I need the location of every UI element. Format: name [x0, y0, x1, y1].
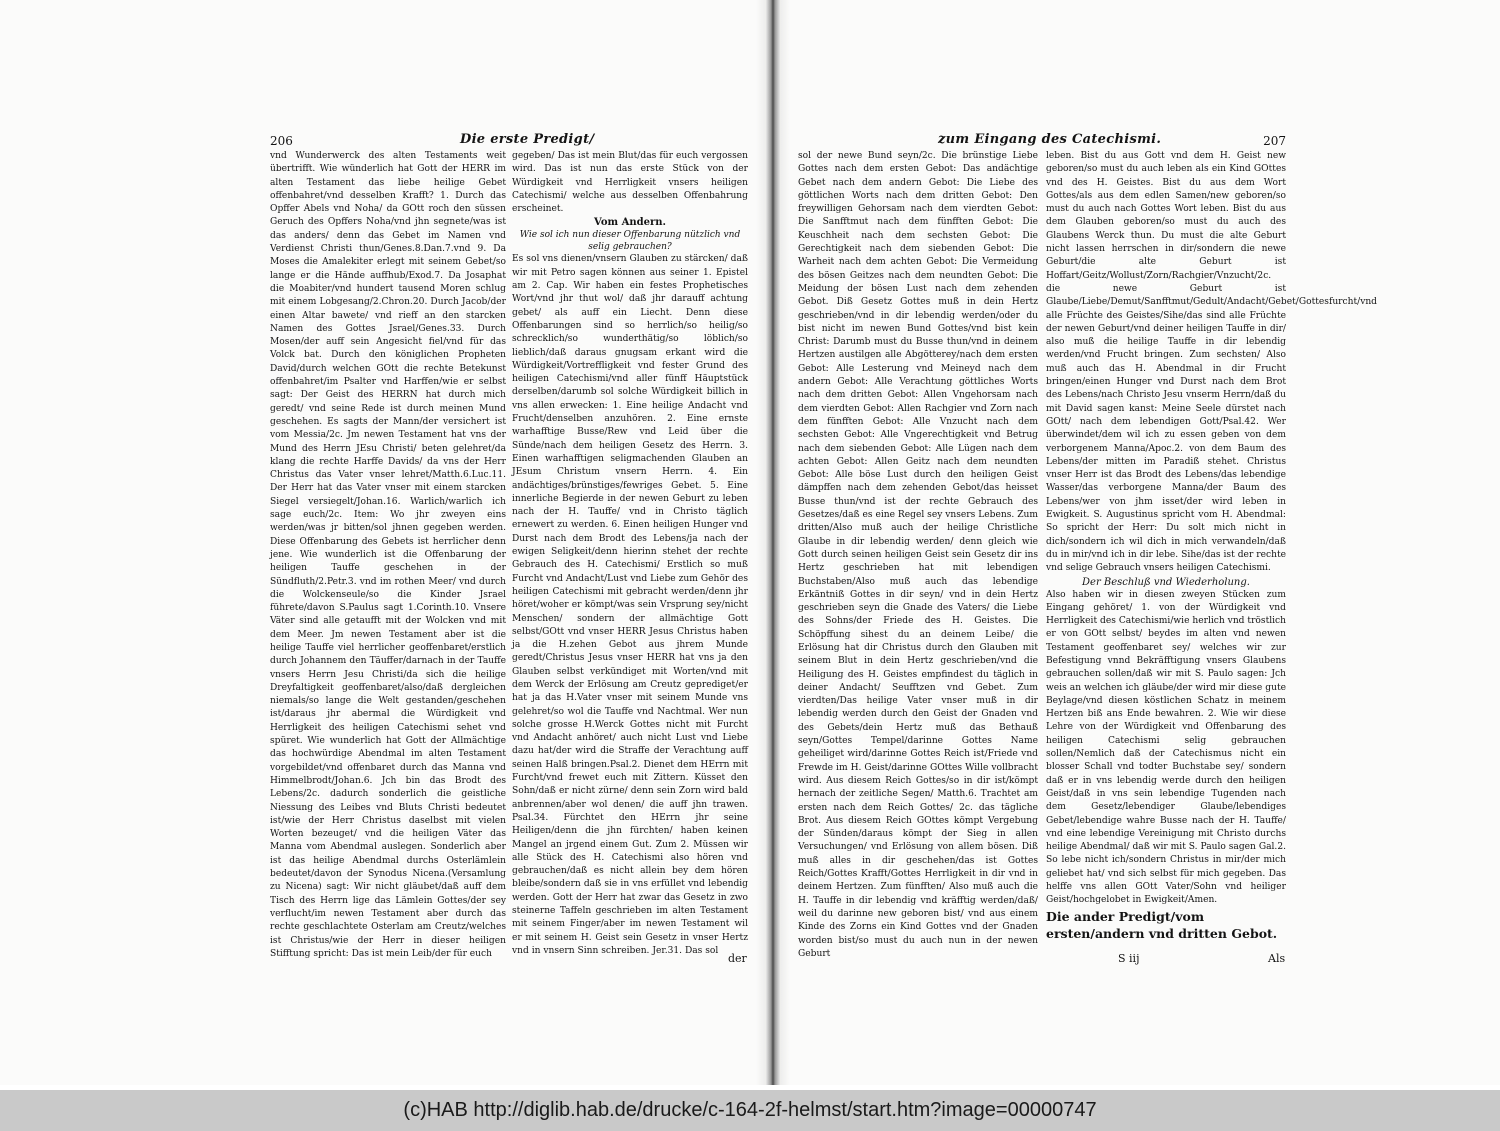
right-column-1 — [798, 150, 1038, 959]
left-catchword: der — [728, 952, 747, 965]
right-running-title: zum Eingang des Catechismi. — [938, 132, 1162, 147]
right-col2-heading: Der Beschluß vnd Wiederholung. — [1082, 576, 1250, 588]
footer-credit-link[interactable]: (c)HAB http://diglib.hab.de/drucke/c-164-2f-helmst/start.htm?image=00000747 — [403, 1099, 1097, 1121]
left-col2-top: gegeben/ Das ist mein Blut/das für euch vergossen wird. Das ist nun das erste Stück von der Würdigkeit vnd Herrligkeit vnsers heiligen Catechismi/ welche aus desselben Offenbahrung erscheinet. — [512, 151, 748, 215]
right-col2-conclusion: Also haben wir in diesen zweyen Stücken zum Eingang gehöret/ 1. von der Würdigkeit vnd Herrligkeit des Catechismi/wie herlich vnd tröstlich er von GOtt selbst/ beydes im alten vnd newen Testament geoffenbaret sey/ welches wir zur Befestigung vnnd Bekräfftigung vnsers Glaubens gebrauchen sollen/daß wir mit S. Paulo sagen: Jch weis an welchen ich gläube/der wird mir diese gute Beylage/vnd diesen köstlichen Schatz in meinem Hertzen biß ans Ende bewahren. 2. Wie wir diese Lehre von der Würdigkeit vnd Offenbarung des heiligen Catechismi selig gebrauchen sollen/Nemlich daß der Catechismus nicht ein blosser Schall vnd todter Buchstabe sey/ sondern daß er in vns lebendig werde durch den heiligen Geist/daß in vns sein lebendige Tugenden nach dem Gesetz/lebendiger Glaube/lebendiges Gebet/lebendige wahre Busse nach der H. Tauffe/ vnd eine lebendige Vereinigung mit Christo durchs heilige Abendmal/ daß wir mit S. Paulo sagen Gal.2. So lebe nicht ich/sondern Christus in mir/der mich geliebet hat/ vnd sich selbst für mich gegeben. Das helffe vns allen GOtt Vater/Sohn vnd heiliger Geist/hochgelobet in Ewigkeit/Amen. — [1046, 589, 1286, 906]
right-page — [798, 132, 1378, 965]
left-running-head — [270, 132, 748, 150]
right-col2-body: leben. Bist du aus Gott vnd dem H. Geist new geboren/so must du auch leben als ein Kind GOttes vnd des H. Geistes. Bist du aus dem Wort Gottes/als aus dem edlen Samen/new geboren/so must du auch nach Gottes Wort leben. Bist du aus dem Glauben geboren/so must du auch des Glaubens Werck thun. Du must die alte Geburt nicht lassen herrschen in dir/sondern die newe Geburt/die alte Geburt ist Hoffart/Geitz/Wollust/Zorn/Rachgier/Vnzucht/2c. die newe Geburt ist Glaube/Liebe/Demut/Sanfftmut/Gedult/Andacht/Gebet/Gottesfurcht/vnd alle Früchte des Geistes/Sihe/das sind alle Früchte der newen Geburt/vnd deiner heiligen Tauffe in dir/ also muß die heilige Tauffe in dir lebendig werden/vnd Frucht bringen. Zum sechsten/ Also muß auch das H. Abendmal in dir Frucht bringen/einen Hunger vnd Durst nach dem Brot des Lebens/nach Christo Jesu vnserm Herrn/daß du mit David sagen kanst: Meine Seele dürstet nach GOtt/ nach dem lebendigen Gott/Psal.42. Wer überwindet/dem wil ich zu essen geben von dem verborgenem Manna/Apoc.2. von dem Baum des Lebens/der mitten im Paradiß stehet. Christus vnser Herr ist das Brodt des Lebens/das lebendige Wasser/das verborgene Manna/der Baum des Lebens/wer von jhm isset/der wird leben in Ewigkeit. S. Augustinus spricht vom H. Abendmal: So spricht der Herr: Du solt mich nicht in dich/sondern ich wil dich in mich verwandeln/daß du in mir/vnd ich in dir lebe. Sihe/das ist der rechte vnd selige Gebrauch vnsers heiligen Catechismi. — [1046, 151, 1378, 574]
right-page-number: 207 — [1263, 134, 1286, 148]
right-catchword: Als — [1268, 952, 1286, 965]
footer-credit-bar — [0, 1090, 1500, 1131]
next-sermon-title: Die ander Predigt/vom ersten/andern vnd dritten Gebot. — [1046, 908, 1278, 941]
right-col1-text: sol der newe Bund seyn/2c. Die brünstige Liebe Gottes nach dem ersten Gebot: Das andächtige Gebet nach dem andern Gebot: Die Liebe des göttlichen Worts nach dem dritten Gebot: Den freywilligen Gehorsam nach dem vierdten Gebot: Die Sanfftmut nach dem fünfften Gebot: Die Keuschheit nach dem sechsten Gebot: Die Gerechtigkeit nach dem siebenden Gebot: Die Warheit nach dem achten Gebot: Die Vermeidung des bösen Geitzes nach dem neundten Gebot: Die Meidung der bösen Lust nach dem zehenden Gebot. Diß Gesetz Gottes muß in dein Hertz geschrieben/vnd in dir lebendig werden/oder du bist nicht im newen Bund Gottes/vnd bist kein Christ: Darumb must du Busse thun/vnd in deinem Hertzen austilgen alle Abgötterey/nach dem ersten Gebot: Alle Lesterung vnd Meineyd nach dem andern Gebot: Alle Verachtung göttliches Worts nach dem dritten Gebot: Allen Vngehorsam nach dem vierdten Gebot: Allen Rachgier vnd Zorn nach dem fünfften Gebot: Alle Vnzucht nach dem sechsten Gebot: Alle Vngerechtigkeit vnd Betrug nach dem siebenden Gebot: Alle Lügen nach dem achten Gebot: Allen Geitz nach dem neundten Gebot: Alle böse Lust durch den heiligen Geist dämpffen nach dem zehenden Gebot/das heisset Busse thun/vnd ist der rechte Gebrauch des Gesetzes/daß es eine Regel sey vnsers Lebens. Zum dritten/Also muß auch der heilige Christliche Glaube in dir lebendig werden/ denn gleich wie Gott durch seinen heiligen Geist sein Gesetz dir ins Hertz geschrieben hat mit lebendigen Buchstaben/Also muß auch das lebendige Erkäntniß Gottes in dir seyn/ vnd in dein Hertz geschrieben seyn die Gnade des Vaters/ die Liebe des Sohns/der Friede des H. Geistes. Die Schöpffung sihest du an deinem Leibe/ die Erlösung hat dir Christus durch den Glauben mit seinem Blut in dein Hertz geschrieben/vnd die Heiligung des H. Geistes empfindest du täglich in deiner Andacht/ Seufftzen vnd Gebet. Zum vierdten/Das heilige Vater vnser muß in dir lebendig werden durch den Geist der Gnaden vnd des Gebets/dein Hertz muß das Bethauß seyn/Gottes Tempel/darinne Gottes Name geheiliget wird/darinne Gottes Reich ist/Friede vnd Frewde im H. Geist/darinne GOttes Wille vollbracht wird. Aus diesem Reich Gottes/so in dir ist/kömpt hernach der zeitliche Segen/ Matth.6. Trachtet am ersten nach dem Reich Gottes/ 2c. das tägliche Brot. Aus diesem Reich GOttes kömpt Vergebung der Sünden/daraus kömpt der Sieg in allen Versuchungen/ vnd Erlösung von allem bösen. Diß muß alles in dir geschehen/das ist Gottes Reich/Gottes Krafft/Gottes Herrligkeit in dir vnd in deinem Hertzen. Zum fünfften/ Also muß auch die H. Tauffe in dir lebendig vnd kräfftig werden/daß/ weil du darinne new geboren bist/ vnd aus einem Kinde des Zorns ein Kind Gottes vnd der Gnaden worden bist/so must du auch nun in der newen Geburt — [798, 151, 1038, 959]
left-column-2 — [512, 150, 748, 956]
left-col2-heading: Vom Andern. — [594, 217, 666, 229]
left-column-1 — [270, 150, 506, 959]
left-col2-body: Es sol vns dienen/vnsern Glauben zu stärcken/ daß wir mit Petro sagen können aus seiner 1. Epistel am 2. Cap. Wir haben ein festes Prophetisches Wort/vnd jhr thut wol/ daß jhr darauff achtung gebet/ als auff ein Liecht. Denn diese Offenbarungen sind so herrlich/so heilig/so schrecklich/so wunderthätig/so löblich/so lieblich/daß daraus gnugsam erkant wird die Würdigkeit/Vortreffligkeit vnd fester Grund des heiligen Catechismi/vnd aller fünff Häuptstück derselben/darumb sol solche Würdigkeit billich in vns allen erwecken: 1. Eine heilige Andacht vnd Frucht/denselben anzuhören. 2. Eine ernste warhafftige Busse/Rew vnd Leid über die Sünde/nach dem heiligen Gesetz des Herrn. 3. Einen warhafftigen seligmachenden Glauben an JEsum Christum vnsern Herrn. 4. Ein andächtiges/brünstiges/fewriges Gebet. 5. Eine innerliche Begierde in der newen Geburt zu leben nach der H. Tauffe/ vnd in Christo täglich ernewert zu werden. 6. Einen heiligen Hunger vnd Durst nach dem Brodt des Lebens/ja nach der ewigen Seligkeit/denn hierinn stehet der rechte Gebrauch des H. Catechismi/ Erstlich so muß Furcht vnd Andacht/Lust vnd Liebe zum Gehör des heiligen Catechismi mit gebracht werden/denn jhr höret/woher er kömpt/was sein Vrsprung sey/nicht Menschen/ sondern der allmächtige Gott selbst/GOtt vnd vnser HERR Jesus Christus haben ja die H.zehen Gebot aus jhrem Munde geredt/Christus Jesus vnser HERR hat vns ja den Glauben selbst verkündiget mit Worten/vnd mit dem Werck der Erlösung am Creutz geprediget/er hat ja das H.Vater vnser mit seinem Munde vns gelehret/so wol die Tauffe vnd Nachtmal. Wer nun solche grosse H.Werck Gottes nicht mit Furcht vnd Andacht anhöret/ auch nicht Lust vnd Liebe dazu hat/der wird die Straffe der Verachtung auff seinen Halß bringen.Psal.2. Dienet dem HErrn mit Furcht/vnd frewet euch mit Zittern. Küsset den Sohn/daß er nicht zürne/ denn sein Zorn wird bald anbrennen/aber wol denen/ die auff jhn trawen. Psal.34. Fürchtet den HErrn jhr seine Heiligen/denn die jhn fürchten/ haben keinen Mangel an jrgend einem Gut. Zum 2. Müssen wir alle Stück des H. Catechismi also hören vnd gebrauchen/daß es nicht allein bey dem hören bleibe/sondern daß sie in vns erfüllet vnd lebendig werden. Gott der Herr hat zwar das Gesetz in zwo steinerne Taffeln geschrieben im alten Testament mit seinem Finger/aber im newen Testament wil er mit seinem H. Geist sein Gesetz in vnser Hertz vnd in vnsern Sinn schreiben. Jer.31. Das sol — [512, 254, 748, 956]
left-page-number: 206 — [270, 134, 293, 148]
signature-mark: S iij — [1118, 952, 1140, 965]
left-page — [270, 132, 748, 965]
left-col1-text: vnd Wunderwerck des alten Testaments weit übertrifft. Wie wünderlich hat Gott der HERR im alten Testament das liebe heilige Gebet offenbahret/vnd desselben Krafft? 1. Durch das Opffer Abels vnd Noha/ da GOtt roch den süssen Geruch des Opffers Noha/vnd jhn segnete/was ist das anders/ denn das Gebet im Namen vnd Verdienst Christi thun/Genes.8.Dan.7.vnd 9. Da Moses die Amalekiter erlegt mit seinem Gebet/so lange er die Hände auffhub/Exod.7. Da Josaphat die Moabiter/vnd hundert tausend Moren schlug mit einem Lobgesang/2.Chron.20. Durch Jacob/der einen Altar bawete/ vnd rieff an den starcken Namen des Gottes Jsrael/Genes.33. Durch Mosen/der auff sein Angesicht fiel/vnd für das Volck bat. Durch den königlichen Propheten David/durch welchen GOtt die rechte Betekunst offenbahret/im Psalter vnd Harffen/wie er selbst sagt: Der Geist des HERRN hat durch mich geredt/ vnd seine Rede ist durch meinen Mund geschehen. Es sagts der Mann/der versichert ist vom Messia/2c. Jm newen Testament hat vns der Mund des Herrn JEsu Christi/ beten gelehret/da klang die rechte Harffe Davids/ da vns der Herr Christus das Vater vnser lehret/Matth.6.Luc.11. Der Herr hat das Vater vnser mit einem starcken Siegel versiegelt/Johan.16. Warlich/warlich ich sage euch/2c. Item: Wo jhr zweyen eins werden/was jr bitten/sol jhnen gegeben werden. Diese Offenbarung des Gebets ist herrlicher denn jene. Wie wunderlich ist die Offenbarung der heiligen Tauffe geschehen in der Sündfluth/2.Petr.3. vnd im rothen Meer/ vnd durch die Wolckenseule/so die Kinder Jsrael führete/davon S.Paulus sagt 1.Corinth.10. Vnsere Väter sind alle getaufft mit der Wolcken vnd mit dem Meer. Jm newen Testament aber ist die heilige Tauffe viel herrlicher geoffenbaret/erstlich durch Johannem den Täuffer/darnach in der Tauffe vnsers Herrn Jesu Christi/da sich die heilige Dreyfaltigkeit geoffenbaret/also/daß dergleichen niemals/so lange die Welt gestanden/geschehen ist/daraus jhr abermal die Würdigkeit vnd Herrligkeit des heiligen Catechismi sehet vnd spüret. Wie wunderlich hat Gott der Allmächtige das hochwürdige Abendmal im alten Testament vorgebildet/vnd offenbaret durch das Manna vnd Himmelbrodt/Johan.6. Jch bin das Brodt des Lebens/2c. dadurch sonderlich die geistliche Niessung des Leibes vnd Bluts Christi bedeutet ist/wie der Herr Christus daselbst mit vielen Worten bezeuget/ vnd die heiligen Väter das Manna vom Abendmal auslegen. Sonderlich aber ist das heilige Abendmal durchs Osterlämlein bedeutet/davon der Synodus Nicena.(Versamlung zu Nicena) sagt: Wir nicht gläubet/daß auff dem Tisch des Herrn lige das Lämlein Gottes/der sey verflucht/im newen Testament aber durch das rechte geschlachtete Osterlam am Creutz/welches ist Christus/wie der Herr in dieser heiligen Stifftung spricht: Das ist mein Leib/der für euch — [270, 151, 506, 959]
left-running-title: Die erste Predigt/ — [460, 132, 595, 147]
book-gutter — [766, 0, 780, 1085]
left-col2-subheading: Wie sol ich nun dieser Offenbarung nützlich vnd selig gebrauchen? — [519, 230, 741, 253]
right-column-2 — [1046, 150, 1378, 941]
right-running-head — [798, 132, 1286, 150]
